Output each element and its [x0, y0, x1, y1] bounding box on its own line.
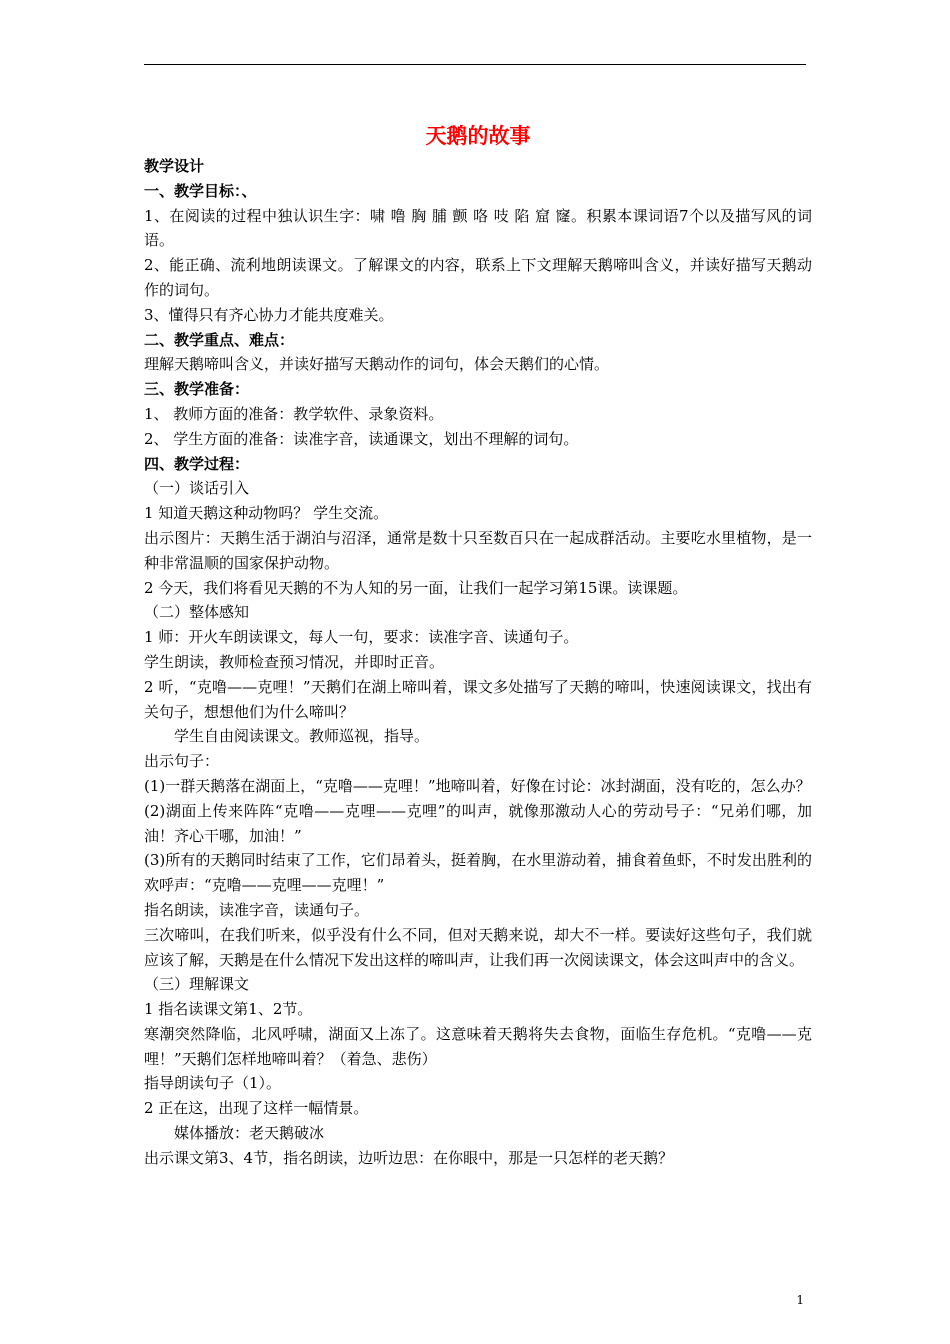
- process-line: 指名朗读，读准字音，读通句子。: [144, 900, 370, 919]
- process-line: 2 正在这，出现了这样一幅情景。: [144, 1099, 369, 1118]
- process-line: （二）整体感知: [144, 603, 250, 622]
- prep-item: 2、 学生方面的准备：读准字音，读通课文，划出不理解的词句。: [144, 429, 579, 448]
- section-heading-goals: 一、教学目标：、: [144, 181, 257, 200]
- process-line: 媒体播放：老天鹅破冰: [174, 1124, 325, 1143]
- process-line: 出示图片：天鹅生活于湖泊与沼泽，通常是数十只至数百只在一起成群活动。主要吃水里植物，是一种非常温顺的国家保护动物。: [144, 528, 812, 572]
- section-heading-prep: 三、教学准备：: [144, 380, 250, 399]
- process-line: 三次啼叫，在我们听来，似乎没有什么不同，但对天鹅来说，却大不一样。要读好这些句子，我们就应该了解，天鹅是在什么情况下发出这样的啼叫声，让我们再一次阅读课文，体会这叫声中的含义。: [144, 925, 812, 969]
- process-line: （一）谈话引入: [144, 479, 250, 498]
- process-line: 1 师：开火车朗读课文，每人一句，要求：读准字音、读通句子。: [144, 628, 579, 647]
- process-line: 1 指名读课文第1、2节。: [144, 1000, 313, 1019]
- process-line: 学生朗读，教师检查预习情况，并即时正音。: [144, 652, 445, 671]
- section-heading-design: 教学设计: [144, 157, 205, 175]
- process-line: 2 听，“克噜——克哩！”天鹅们在湖上啼叫着，课文多处描写了天鹅的啼叫，快速阅读课文，找出有关句子，想想他们为什么啼叫？: [144, 677, 812, 721]
- process-line: 学生自由阅读课文。教师巡视，指导。: [174, 727, 430, 746]
- focus-text: 理解天鹅啼叫含义，并读好描写天鹅动作的词句，体会天鹅们的心情。: [144, 355, 610, 374]
- goal-item: 3、懂得只有齐心协力才能共度难关。: [144, 305, 394, 324]
- goal-item: 2、能正确、流利地朗读课文。了解课文的内容，联系上下文理解天鹅啼叫含义，并读好描写天鹅动作的词句。: [144, 256, 812, 299]
- prep-item: 1、 教师方面的准备：教学软件、录象资料。: [144, 404, 444, 423]
- goal-item: 1、在阅读的过程中独认识生字：啸 噜 胸 脯 颤 咯 吱 陷 窟 窿。积累本课词语7个以及描写风的词语。: [144, 206, 812, 250]
- process-line: 指导朗读句子（1）。: [144, 1074, 282, 1093]
- header-rule: [144, 64, 806, 65]
- process-line: (3)所有的天鹅同时结束了工作，它们昂着头，挺着胸，在水里游动着，捕食着鱼虾，不时发出胜利的欢呼声：“克噜——克哩——克哩！”: [144, 851, 812, 895]
- process-line: （三）理解课文: [144, 975, 250, 994]
- process-line: 出示课文第3、4节，指名朗读，边听边思：在你眼中，那是一只怎样的老天鹅？: [144, 1148, 674, 1167]
- section-heading-focus: 二、教学重点、难点：: [144, 330, 295, 349]
- process-line: (2)湖面上传来阵阵“克噜——克哩——克哩”的叫声，就像那激动人心的劳动号子：“兄弟们哪，加油！齐心干哪，加油！”: [144, 801, 812, 845]
- process-line: (1)一群天鹅落在湖面上，“克噜——克哩！”地啼叫着，好像在讨论：冰封湖面，没有吃的，怎么办？: [144, 776, 811, 795]
- process-line: 寒潮突然降临，北风呼啸，湖面又上冻了。这意味着天鹅将失去食物，面临生存危机。“克噜——克哩！”天鹅们怎样地啼叫着？（着急、悲伤）: [144, 1024, 812, 1068]
- section-heading-process: 四、教学过程：: [144, 454, 250, 473]
- page-number: 1: [796, 1293, 804, 1307]
- document-body: [144, 118, 812, 1171]
- process-line: 1 知道天鹅这种动物吗？ 学生交流。: [144, 504, 389, 523]
- process-line: 出示句子：: [144, 752, 220, 771]
- process-line: 2 今天，我们将看见天鹅的不为人知的另一面，让我们一起学习第15课。读课题。: [144, 578, 688, 597]
- document-title: 天鹅的故事: [425, 123, 531, 148]
